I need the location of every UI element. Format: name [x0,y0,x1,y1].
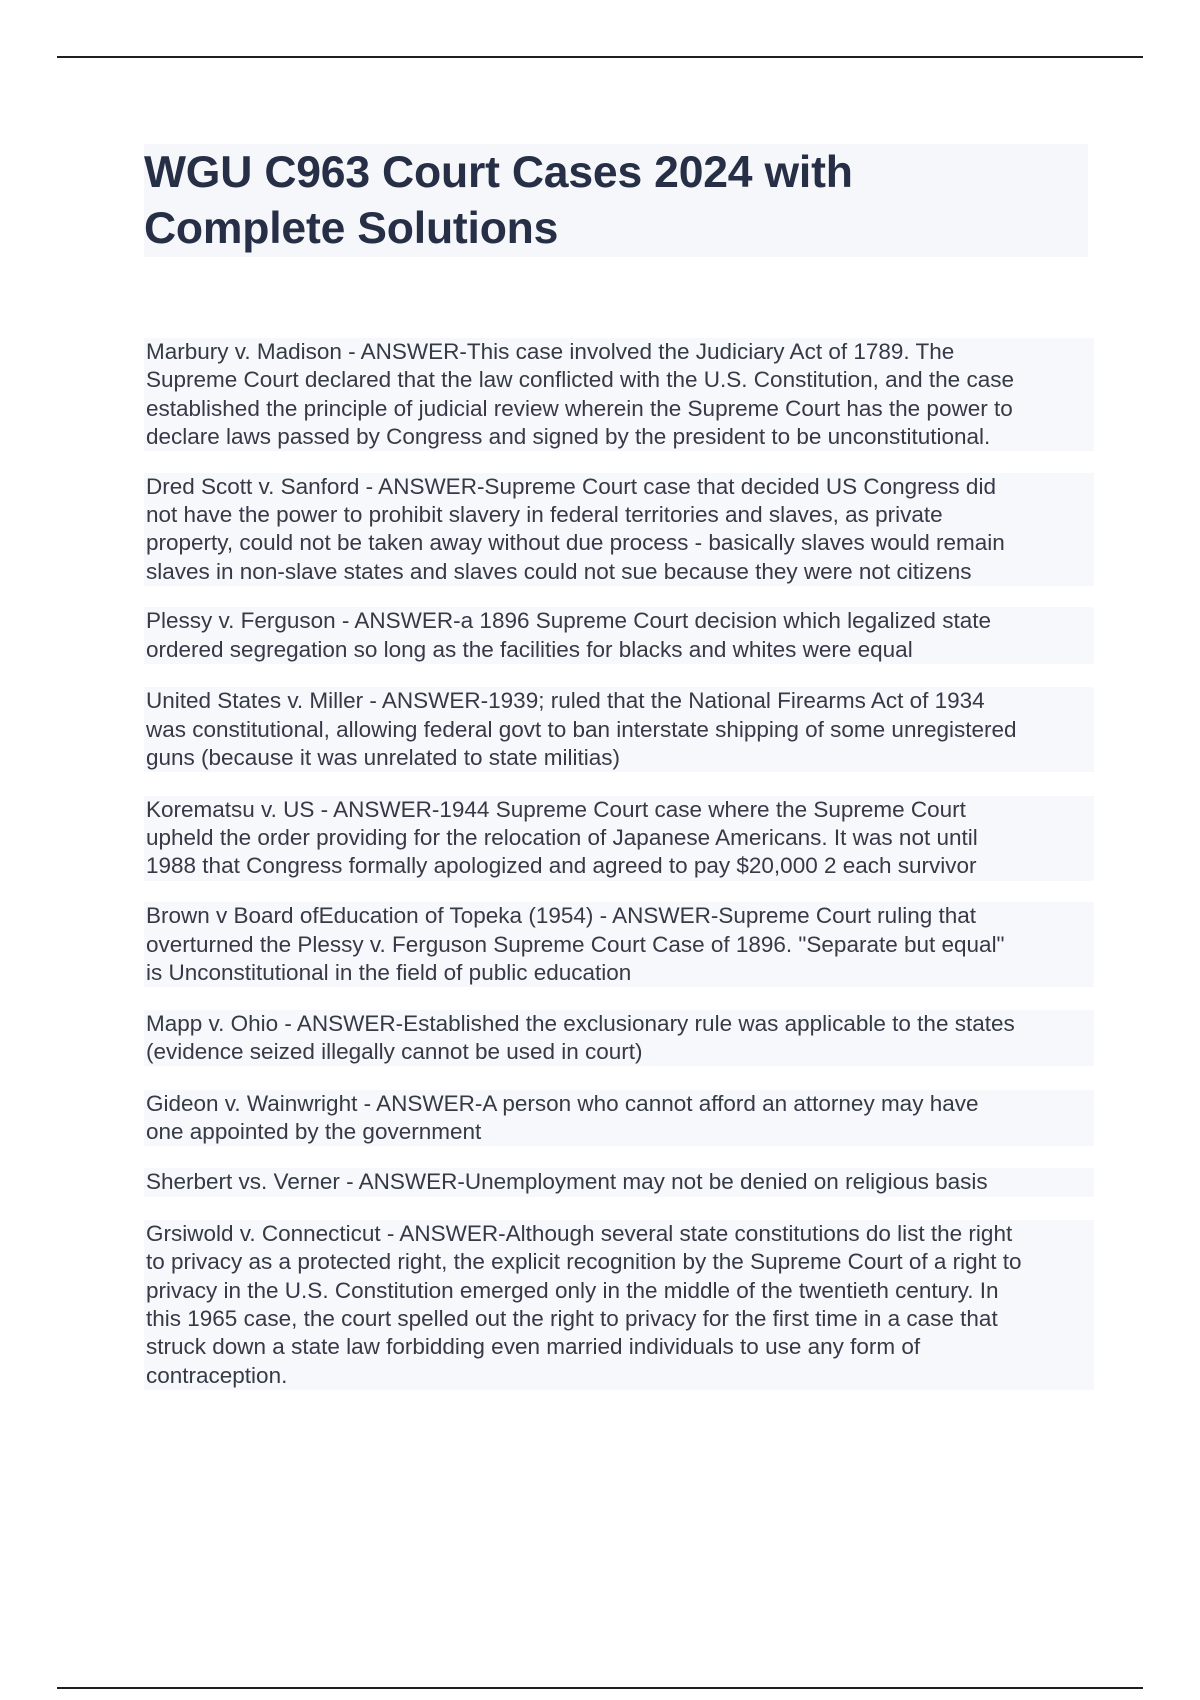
court-case-entry: Brown v Board ofEducation of Topeka (1954) - ANSWER-Supreme Court ruling that overturned the Plessy v. Ferguson Supreme Court Case of 1896. "Separate but equal" is Unconstitutional in the field of public education [144,902,1094,987]
court-case-entry: Plessy v. Ferguson - ANSWER-a 1896 Supreme Court decision which legalized state ordered segregation so long as the facilities for blacks and whites were equal [144,607,1094,664]
page-title: WGU C963 Court Cases 2024 with Complete Solutions [144,148,853,253]
court-case-entry: Sherbert vs. Verner - ANSWER-Unemployment may not be denied on religious basis [144,1168,1094,1196]
court-case-entry: Gideon v. Wainwright - ANSWER-A person who cannot afford an attorney may have one appointed by the government [144,1090,1094,1147]
top-rule [57,56,1143,58]
court-case-entry: Korematsu v. US - ANSWER-1944 Supreme Court case where the Supreme Court upheld the order providing for the relocation of Japanese Americans. It was not until 1988 that Congress formally apologized and agreed to pay $20,000 2 each survivor [144,796,1094,881]
bottom-rule [57,1687,1143,1689]
court-case-list [144,338,1094,1390]
court-case-entry: Marbury v. Madison - ANSWER-This case involved the Judiciary Act of 1789. The Supreme Court declared that the law conflicted with the U.S. Constitution, and the case established the principle of judicial review wherein the Supreme Court has the power to declare laws passed by Congress and signed by the president to be unconstitutional. [144,338,1094,451]
court-case-entry: Dred Scott v. Sanford - ANSWER-Supreme Court case that decided US Congress did not have the power to prohibit slavery in federal territories and slaves, as private property, could not be taken away without due process - basically slaves would remain slaves in non-slave states and slaves could not sue because they were not citizens [144,473,1094,586]
court-case-entry: Mapp v. Ohio - ANSWER-Established the exclusionary rule was applicable to the states (evidence seized illegally cannot be used in court) [144,1010,1094,1067]
court-case-entry: Grsiwold v. Connecticut - ANSWER-Although several state constitutions do list the right to privacy as a protected right, the explicit recognition by the Supreme Court of a right to privacy in the U.S. Constitution emerged only in the middle of the twentieth century. In this 1965 case, the court spelled out the right to privacy for the first time in a case that struck down a state law forbidding even married individuals to use any form of contraception. [144,1220,1094,1390]
court-case-entry: United States v. Miller - ANSWER-1939; ruled that the National Firearms Act of 1934 was constitutional, allowing federal govt to ban interstate shipping of some unregistered guns (because it was unrelated to state militias) [144,687,1094,772]
